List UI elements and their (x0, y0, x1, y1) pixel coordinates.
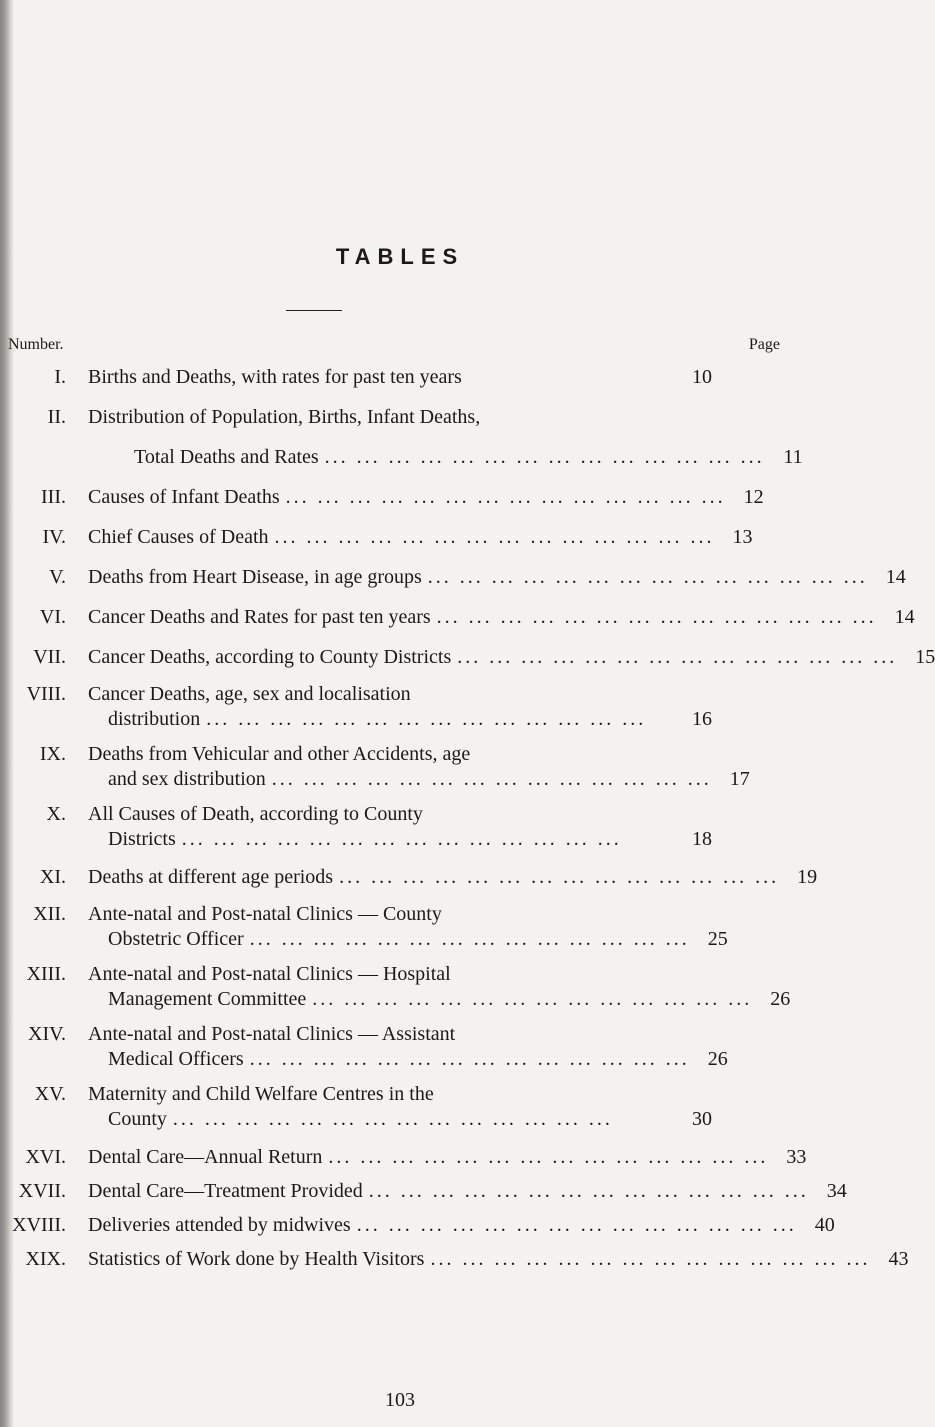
dot-leader: ... ... ... ... ... ... ... ... ... ... ... ... ... ... (368, 1180, 809, 1202)
entry-title: Statistics of Work done by Health Visitors (88, 1248, 425, 1270)
entry-title-continued: Management Committee (108, 988, 307, 1010)
entry-number: XVII. (18, 1180, 66, 1202)
entry-title: Deliveries attended by midwives (88, 1214, 351, 1236)
entry-page: 34 (826, 1180, 847, 1202)
entry-page: 13 (732, 526, 753, 548)
number-column-header: Number. (8, 336, 64, 353)
entry-title: Deaths at different age periods (88, 866, 334, 888)
entry-page: 14 (885, 566, 906, 588)
entry-title: Maternity and Child Welfare Centres in the (88, 1083, 434, 1105)
entry-title: Deaths from Heart Disease, in age groups (88, 566, 422, 588)
entry-title: Chief Causes of Death (88, 526, 269, 548)
toc-entry (0, 742, 800, 792)
dot-leader: ... ... ... ... ... ... ... ... ... ... ... ... ... ... (430, 1248, 871, 1270)
entry-title: Births and Deaths, with rates for past ten years (88, 366, 462, 388)
dot-leader: ... ... ... ... ... ... ... ... ... ... ... ... ... ... (339, 866, 780, 888)
toc-entry (0, 602, 915, 632)
toc-entry (0, 682, 800, 732)
entry-page: 30 (692, 1108, 712, 1130)
entry-number: XIII. (26, 963, 66, 985)
entry-title: Ante-natal and Post-natal Clinics — County (88, 903, 442, 925)
entry-number: VII. (33, 646, 66, 668)
dot-leader: ... ... ... ... ... ... ... ... ... ... ... ... ... ... (457, 646, 898, 668)
entry-page: 15 (915, 646, 935, 668)
entry-number: II. (47, 406, 66, 428)
entry-title-continued: distribution (108, 708, 201, 730)
entry-title: Dental Care—Treatment Provided (88, 1180, 363, 1202)
toc-entry (0, 1244, 909, 1274)
toc-entry (0, 402, 803, 472)
entry-title-continued: County (108, 1108, 167, 1130)
entry-title-continued: and sex distribution (108, 768, 266, 790)
entry-title-continued: Medical Officers (108, 1048, 244, 1070)
entry-title: Ante-natal and Post-natal Clinics — Assistant (88, 1023, 456, 1045)
entry-page: 14 (894, 606, 915, 628)
dot-leader: ... ... ... ... ... ... ... ... ... ... ... ... ... ... (312, 988, 753, 1010)
entry-number: IX. (39, 743, 66, 765)
page-column-header: Page (748, 336, 780, 353)
entry-title: Distribution of Population, Births, Infant Deaths, (88, 406, 481, 428)
entry-title: Ante-natal and Post-natal Clinics — Hospital (88, 963, 451, 985)
page-title: TABLES (335, 244, 465, 269)
dot-leader: ... ... ... ... ... ... ... ... ... ... ... ... ... ... (285, 486, 726, 508)
entry-number: XII. (33, 903, 66, 925)
entry-page: 26 (707, 1048, 728, 1070)
entry-page: 16 (692, 708, 712, 730)
entry-number: V. (49, 566, 66, 588)
dot-leader: ... ... ... ... ... ... ... ... ... ... ... ... ... ... (271, 768, 712, 790)
toc-entry (0, 962, 800, 1012)
entry-title-continued: Districts (108, 828, 176, 850)
entry-page: 26 (770, 988, 791, 1010)
entry-number: XVIII. (12, 1214, 66, 1236)
toc-entry (0, 362, 800, 392)
entry-number: XV. (34, 1083, 66, 1105)
toc-entry (0, 1022, 800, 1072)
entry-title: Cancer Deaths, age, sex and localisation (88, 683, 411, 705)
entry-title: All Causes of Death, according to County (88, 803, 423, 825)
entry-page: 10 (692, 366, 712, 388)
entry-title: Cancer Deaths and Rates for past ten years (88, 606, 431, 628)
entry-number: VI. (39, 606, 66, 628)
entry-number: X. (46, 803, 66, 825)
entry-number: XVI. (25, 1146, 66, 1168)
title-rule (286, 310, 342, 311)
dot-leader: ... ... ... ... ... ... ... ... ... ... ... ... ... ... (172, 1108, 613, 1130)
entry-page: 25 (707, 928, 728, 950)
entry-page: 33 (786, 1146, 807, 1168)
toc-entry (0, 562, 906, 592)
entry-number: XIV. (28, 1023, 66, 1045)
dot-leader: ... ... ... ... ... ... ... ... ... ... ... ... ... ... (249, 928, 690, 950)
entry-title: Dental Care—Annual Return (88, 1146, 323, 1168)
dot-leader: ... ... ... ... ... ... ... ... ... ... ... ... ... ... (274, 526, 715, 548)
entry-title: Deaths from Vehicular and other Accidents, age (88, 743, 471, 765)
entry-page: 40 (814, 1214, 835, 1236)
entry-number: III. (41, 486, 66, 508)
toc-entry (0, 1142, 807, 1172)
entry-number: XIX. (25, 1248, 66, 1270)
dot-leader: ... ... ... ... ... ... ... ... ... ... ... ... ... ... (181, 828, 622, 850)
toc-entry (0, 902, 800, 952)
toc-entry (0, 1210, 835, 1240)
dot-leader: ... ... ... ... ... ... ... ... ... ... ... ... ... ... (328, 1146, 769, 1168)
entry-title-continued: Total Deaths and Rates (134, 446, 319, 468)
entry-number: I. (54, 366, 66, 388)
table-of-contents (0, 362, 935, 1274)
toc-entry (0, 482, 800, 512)
entry-page: 18 (692, 828, 712, 850)
toc-entry (0, 862, 818, 892)
entry-title: Causes of Infant Deaths (88, 486, 280, 508)
dot-leader: ... ... ... ... ... ... ... ... ... ... ... ... ... ... (249, 1048, 690, 1070)
toc-entry (0, 802, 800, 852)
dot-leader: ... ... ... ... ... ... ... ... ... ... ... ... ... ... (324, 446, 765, 468)
entry-title-continued: Obstetric Officer (108, 928, 244, 950)
toc-entry (0, 1082, 800, 1132)
entry-page: 11 (783, 446, 803, 468)
dot-leader: ... ... ... ... ... ... ... ... ... ... ... ... ... ... (427, 566, 868, 588)
dot-leader: ... ... ... ... ... ... ... ... ... ... ... ... ... ... (436, 606, 877, 628)
toc-entry (0, 642, 935, 672)
entry-page: 43 (888, 1248, 909, 1270)
entry-number: IV. (42, 526, 66, 548)
entry-page: 19 (797, 866, 818, 888)
page-number: 103 (385, 1389, 415, 1411)
toc-entry (0, 522, 800, 552)
entry-page: 12 (743, 486, 764, 508)
entry-title: Cancer Deaths, according to County Districts (88, 646, 452, 668)
dot-leader: ... ... ... ... ... ... ... ... ... ... ... ... ... ... (356, 1214, 797, 1236)
toc-entry (0, 1176, 847, 1206)
entry-number: XI. (39, 866, 66, 888)
entry-number: VIII. (26, 683, 66, 705)
dot-leader: ... ... ... ... ... ... ... ... ... ... ... ... ... ... (206, 708, 647, 730)
entry-page: 17 (729, 768, 750, 790)
